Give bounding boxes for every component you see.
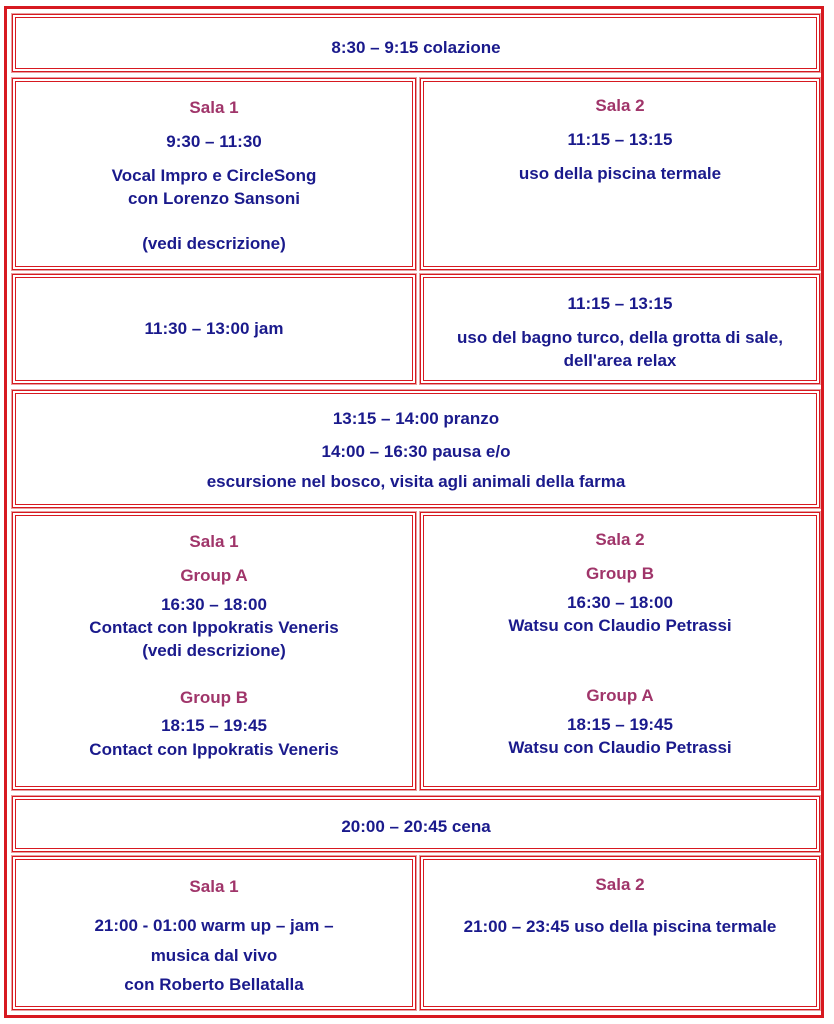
session-time: 18:15 – 19:45 <box>567 715 673 734</box>
session-time: 18:15 – 19:45 <box>161 716 267 735</box>
evening-line1: 21:00 - 01:00 warm up – jam – <box>94 916 334 935</box>
description-note: (vedi descrizione) <box>142 234 286 253</box>
group-label: Group B <box>180 688 248 707</box>
evening-sala2-cell <box>420 856 820 1010</box>
morning-sala2-cell <box>420 78 820 270</box>
afternoon-sala2-cell <box>420 512 820 790</box>
session-activity: Contact con Ippokratis Veneris <box>89 618 339 637</box>
session-teacher: con Lorenzo Sansoni <box>128 189 300 208</box>
dinner-text: 20:00 – 20:45 cena <box>341 817 491 836</box>
session-activity: Contact con Ippokratis Veneris <box>89 740 339 759</box>
group-label: Group A <box>586 686 654 705</box>
jam-text: 11:30 – 13:00 jam <box>144 319 284 338</box>
session-activity: Watsu con Claudio Petrassi <box>508 738 732 757</box>
evening-line3: con Roberto Bellatalla <box>124 975 304 994</box>
sala-label: Sala 2 <box>595 875 645 894</box>
evening-sala1-cell <box>12 856 416 1010</box>
spa-text-line1: uso del bagno turco, della grotta di sale, <box>457 328 783 347</box>
session-time: 16:30 – 18:00 <box>161 595 267 614</box>
lunch-cell <box>12 390 820 508</box>
jam-cell <box>12 274 416 384</box>
sala-label: Sala 1 <box>189 98 239 117</box>
sala-label: Sala 2 <box>595 96 645 115</box>
dinner-cell <box>12 796 820 852</box>
session-activity: Watsu con Claudio Petrassi <box>508 616 732 635</box>
lunch-text: 13:15 – 14:00 pranzo <box>332 409 500 428</box>
session-title: Vocal Impro e CircleSong <box>111 166 317 185</box>
sala-label: Sala 1 <box>189 877 239 896</box>
session-time: 9:30 – 11:30 <box>166 132 262 151</box>
spa-cell <box>420 274 820 384</box>
session-time: 16:30 – 18:00 <box>567 593 673 612</box>
spa-time: 11:15 – 13:15 <box>567 294 673 313</box>
afternoon-sala1-cell <box>12 512 416 790</box>
sala-label: Sala 1 <box>189 532 239 551</box>
evening-line2: musica dal vivo <box>150 946 278 965</box>
morning-sala1-cell <box>12 78 416 270</box>
session-text: uso della piscina termale <box>518 164 722 183</box>
breakfast-text: 8:30 – 9:15 colazione <box>331 38 501 57</box>
sala-label: Sala 2 <box>595 530 645 549</box>
group-label: Group B <box>586 564 654 583</box>
spa-text-line2: dell'area relax <box>563 351 677 370</box>
excursion-text: escursione nel bosco, visita agli animali della farma <box>206 472 626 491</box>
session-time: 11:15 – 13:15 <box>567 130 673 149</box>
breakfast-cell <box>12 14 820 72</box>
group-label: Group A <box>180 566 248 585</box>
evening-pool-text: 21:00 – 23:45 uso della piscina termale <box>463 917 777 936</box>
break-text: 14:00 – 16:30 pausa e/o <box>321 442 511 461</box>
description-note: (vedi descrizione) <box>142 641 286 660</box>
